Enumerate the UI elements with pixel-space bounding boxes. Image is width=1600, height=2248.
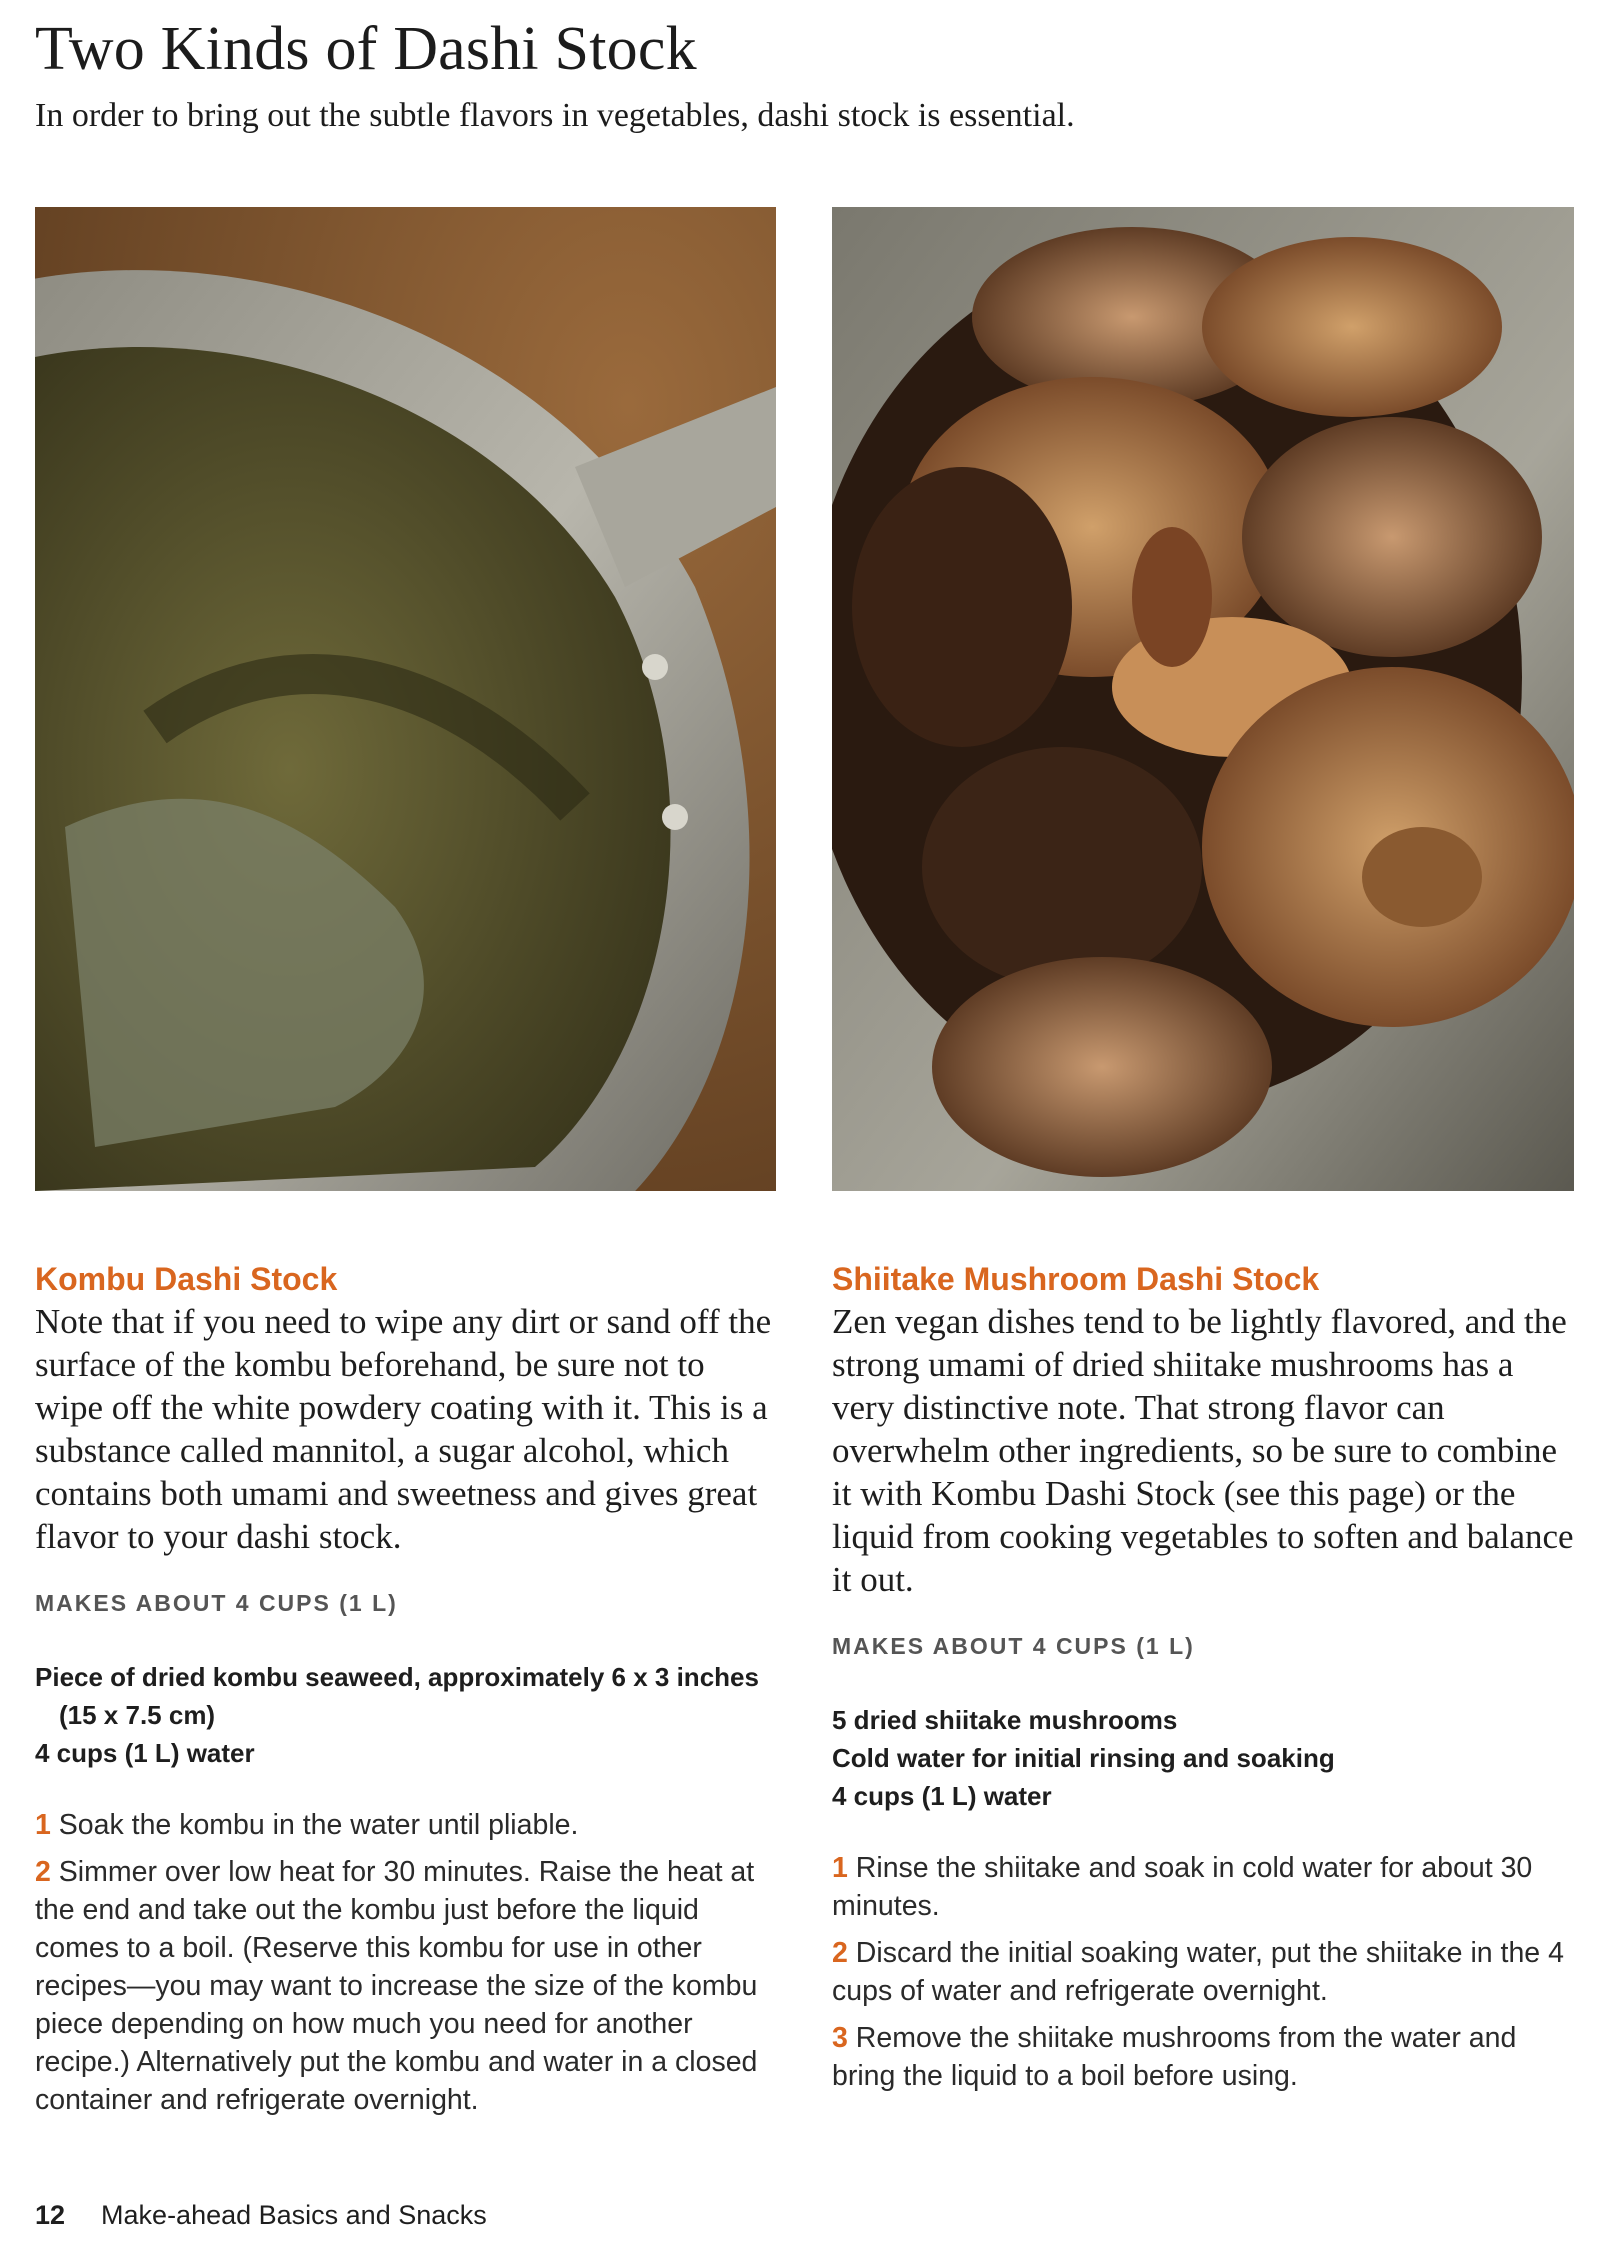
page-subtitle: In order to bring out the subtle flavors in vegetables, dashi stock is essential. bbox=[35, 97, 1075, 134]
step-text: Soak the kombu in the water until pliable. bbox=[58, 1809, 579, 1841]
step-list bbox=[832, 1849, 1577, 2095]
page-footer bbox=[35, 2198, 487, 2232]
ingredient-list bbox=[832, 1701, 1577, 1815]
kombu-photo bbox=[35, 207, 776, 1191]
step-item bbox=[35, 1853, 780, 2119]
page-number: 12 bbox=[35, 2200, 66, 2230]
step-number: 3 bbox=[832, 2022, 848, 2054]
recipe-title: Kombu Dashi Stock bbox=[35, 1261, 338, 1297]
step-number: 1 bbox=[832, 1852, 848, 1884]
shiitake-photo bbox=[832, 207, 1574, 1191]
recipe-yield: MAKES ABOUT 4 CUPS (1 L) bbox=[832, 1633, 1195, 1659]
ingredient-item: 4 cups (1 L) water bbox=[35, 1738, 255, 1768]
page-title: Two Kinds of Dashi Stock bbox=[35, 15, 697, 83]
step-number: 1 bbox=[35, 1809, 51, 1841]
recipe-intro: Note that if you need to wipe any dirt or sand off the surface of the kombu beforehand, be sure not to wipe off the white powdery coating with it. This is a substance called mannitol, a sugar alcohol, which contains both umami and sweetness and gives great flavor to your dashi stock. bbox=[35, 1302, 772, 1556]
step-number: 2 bbox=[832, 1937, 848, 1969]
ingredient-item: Cold water for initial rinsing and soaking bbox=[832, 1743, 1335, 1773]
step-number: 2 bbox=[35, 1856, 51, 1888]
section-name: Make-ahead Basics and Snacks bbox=[101, 2200, 487, 2230]
shiitake-recipe bbox=[832, 1258, 1577, 2104]
step-text: Rinse the shiitake and soak in cold water for about 30 minutes. bbox=[832, 1852, 1533, 1922]
step-text: Discard the initial soaking water, put the shiitake in the 4 cups of water and refrigerate overnight. bbox=[832, 1937, 1564, 2007]
step-item bbox=[832, 1849, 1577, 1925]
ingredient-item: 5 dried shiitake mushrooms bbox=[832, 1705, 1178, 1735]
step-text: Remove the shiitake mushrooms from the water and bring the liquid to a boil before using. bbox=[832, 2022, 1517, 2092]
ingredient-item: 4 cups (1 L) water bbox=[832, 1781, 1052, 1811]
recipe-title: Shiitake Mushroom Dashi Stock bbox=[832, 1261, 1320, 1297]
recipe-yield: MAKES ABOUT 4 CUPS (1 L) bbox=[35, 1590, 398, 1616]
step-text: Simmer over low heat for 30 minutes. Raise the heat at the end and take out the kombu just before the liquid comes to a boil. (Reserve this kombu for use in other recipes—you may want to increase the size of the kombu piece depending on how much you need for another recipe.) Alternatively put the kombu and water in a closed container and refrigerate overnight. bbox=[35, 1856, 758, 2116]
recipe-intro: Zen vegan dishes tend to be lightly flavored, and the strong umami of dried shiitake mushrooms has a very distinctive note. That strong flavor can overwhelm other ingredients, so be sure to combine it with Kombu Dashi Stock (see this page) or the liquid from cooking vegetables to soften and balance it out. bbox=[832, 1302, 1574, 1599]
ingredient-list bbox=[35, 1658, 780, 1772]
kombu-recipe bbox=[35, 1258, 780, 2128]
step-item bbox=[35, 1806, 780, 1844]
step-item bbox=[832, 1934, 1577, 2010]
step-list bbox=[35, 1806, 780, 2119]
step-item bbox=[832, 2019, 1577, 2095]
ingredient-item: Piece of dried kombu seaweed, approximately 6 x 3 inches (15 x 7.5 cm) bbox=[35, 1662, 759, 1730]
